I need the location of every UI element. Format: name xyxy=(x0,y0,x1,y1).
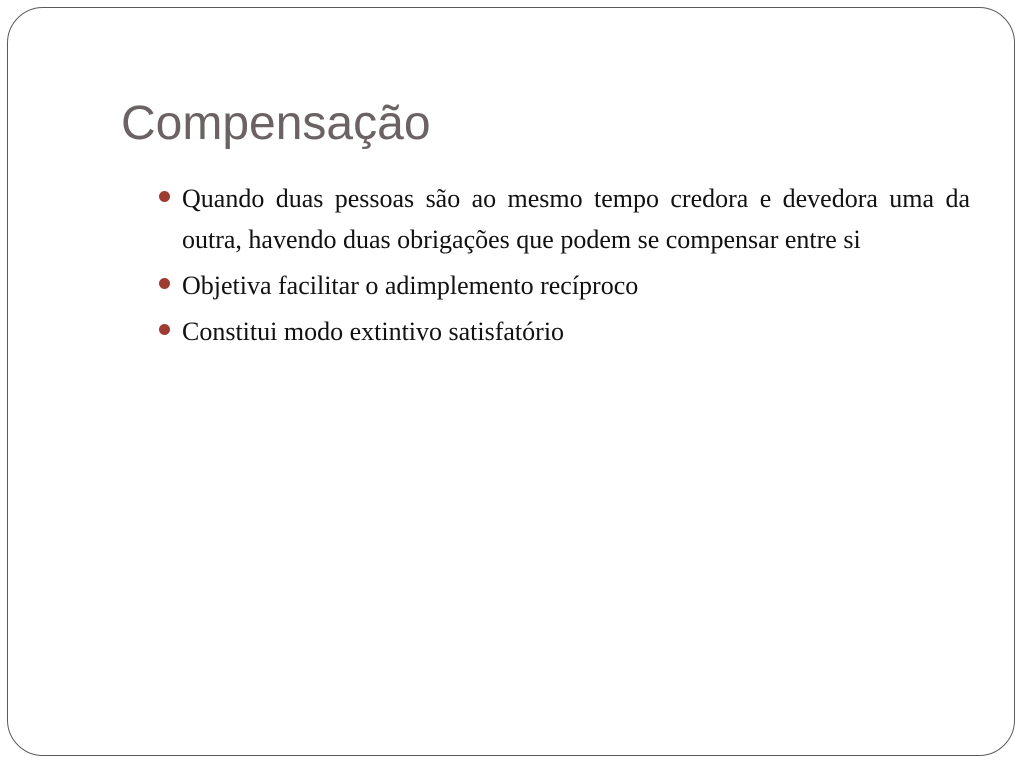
round-bullet-icon xyxy=(159,191,170,202)
bullet-item xyxy=(158,311,970,352)
bullet-item xyxy=(158,265,970,306)
slide-title: Compensação xyxy=(121,97,431,150)
round-bullet-icon xyxy=(159,324,170,335)
bullet-text: Quando duas pessoas são ao mesmo tempo credora e devedora uma da outra, havendo duas obrigações que podem se compensar entre si xyxy=(182,184,970,254)
bullet-text: Constitui modo extintivo satisfatório xyxy=(182,317,565,346)
round-bullet-icon xyxy=(159,278,170,289)
bullet-item xyxy=(158,178,970,260)
slide-frame xyxy=(7,7,1015,756)
bullet-list xyxy=(158,178,970,357)
bullet-text: Objetiva facilitar o adimplemento recíproco xyxy=(182,271,639,300)
